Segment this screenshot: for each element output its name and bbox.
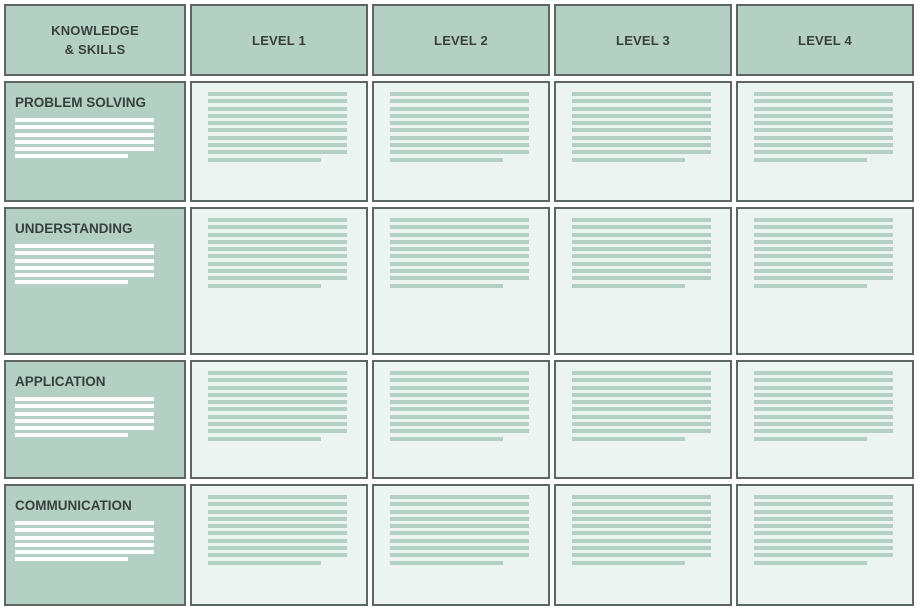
cell-understanding-level-1: [190, 207, 368, 355]
cell-problem-solving-level-3: [554, 81, 732, 202]
cell-understanding-level-2: [372, 207, 550, 355]
row-title: APPLICATION: [15, 374, 106, 389]
cell-problem-solving-level-4: [736, 81, 914, 202]
placeholder-text: [572, 92, 711, 165]
header-level-2: [372, 4, 550, 76]
corner-label-line-2: & SKILLS: [64, 42, 126, 57]
level-label: LEVEL 4: [798, 32, 852, 48]
placeholder-text: [390, 218, 529, 291]
placeholder-text: [15, 244, 154, 288]
placeholder-text: [754, 218, 893, 291]
placeholder-text: [572, 218, 711, 291]
cell-application-level-1: [190, 360, 368, 479]
row-header-communication: [4, 484, 186, 606]
cell-problem-solving-level-2: [372, 81, 550, 202]
placeholder-text: [390, 495, 529, 568]
row-title: PROBLEM SOLVING: [15, 95, 147, 110]
corner-label: [51, 21, 139, 59]
cell-communication-level-2: [372, 484, 550, 606]
row-header-problem-solving: [4, 81, 186, 202]
header-level-1: [190, 4, 368, 76]
cell-problem-solving-level-1: [190, 81, 368, 202]
placeholder-text: [754, 92, 893, 165]
row-header-application: [4, 360, 186, 479]
cell-application-level-3: [554, 360, 732, 479]
row-header-understanding: [4, 207, 186, 355]
placeholder-text: [15, 118, 154, 162]
header-level-4: [736, 4, 914, 76]
rubric-table: [4, 4, 918, 608]
cell-communication-level-1: [190, 484, 368, 606]
placeholder-text: [390, 371, 529, 444]
cell-understanding-level-4: [736, 207, 914, 355]
row-title: COMMUNICATION: [15, 498, 132, 513]
cell-understanding-level-3: [554, 207, 732, 355]
placeholder-text: [208, 218, 347, 291]
level-label: LEVEL 2: [434, 32, 488, 48]
header-knowledge-skills: [4, 4, 186, 76]
placeholder-text: [390, 92, 529, 165]
level-label: LEVEL 3: [616, 32, 670, 48]
row-title: UNDERSTANDING: [15, 221, 133, 236]
cell-communication-level-4: [736, 484, 914, 606]
cell-application-level-2: [372, 360, 550, 479]
corner-label-line-1: KNOWLEDGE: [51, 23, 139, 38]
placeholder-text: [754, 495, 893, 568]
cell-application-level-4: [736, 360, 914, 479]
placeholder-text: [572, 495, 711, 568]
placeholder-text: [208, 371, 347, 444]
placeholder-text: [572, 371, 711, 444]
placeholder-text: [15, 397, 154, 441]
level-label: LEVEL 1: [252, 32, 306, 48]
placeholder-text: [754, 371, 893, 444]
placeholder-text: [15, 521, 154, 565]
cell-communication-level-3: [554, 484, 732, 606]
header-level-3: [554, 4, 732, 76]
placeholder-text: [208, 92, 347, 165]
placeholder-text: [208, 495, 347, 568]
